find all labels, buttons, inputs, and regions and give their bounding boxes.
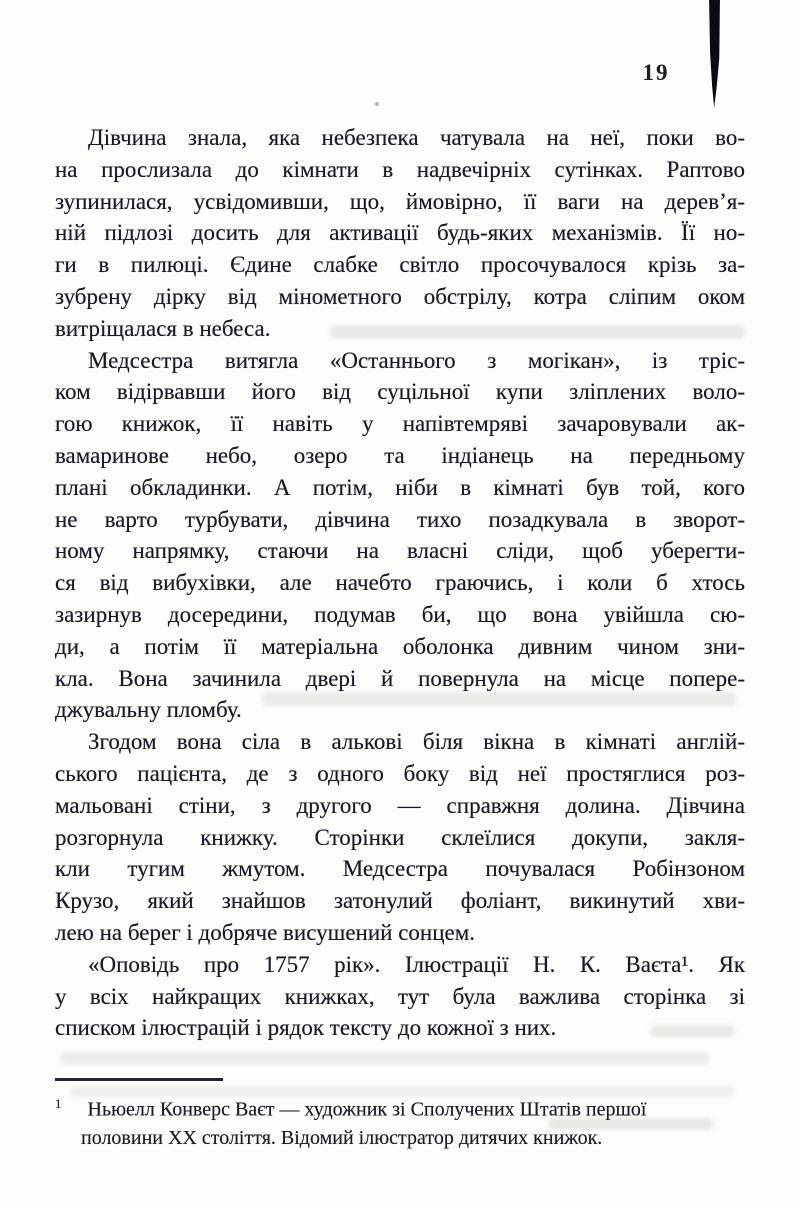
footnote-marker: 1 [55, 1096, 62, 1111]
text-line: Згодом вона сіла в алькові біля вікна в кімнаті англій- [88, 729, 745, 755]
footnote-line: половини ХХ століття. Відомий ілюстратор дитячих книжок. [81, 1127, 603, 1150]
paragraph-1 [55, 122, 745, 345]
text-line: мальовані стіни, з другого — справжня долина. Дівчина [55, 792, 745, 818]
page-body [55, 122, 745, 1044]
text-line: на прослизала до кімнати в надвечірніх сутінках. Раптово [55, 156, 745, 182]
text-line: розгорнула книжку. Сторінки склеїлися докупи, закля- [55, 824, 745, 850]
text-line: ному напрямку, стаючи на власні сліди, щоб уберегти- [55, 538, 745, 564]
footnote [55, 1090, 707, 1153]
binding-shadow-artifact [706, 0, 723, 108]
text-line: плані обкладинки. А потім, ніби в кімнаті був той, кого [55, 474, 745, 500]
text-line: Дівчина знала, яка небезпека чатувала на неї, поки во- [88, 125, 745, 150]
text-line: джувальну пломбу. [55, 697, 242, 723]
footnote-divider [55, 1078, 223, 1081]
text-line: ній підлозі досить для активації будь-яких механізмів. Її но- [55, 220, 745, 246]
text-line: Медсестра витягла «Останнього з могікан», із тріс- [88, 347, 745, 373]
text-line: списком ілюстрацій і рядок тексту до кожної з них. [55, 1015, 557, 1041]
text-line: гою книжок, її навіть у напівтемряві зачаровували ак- [55, 411, 745, 437]
text-line: ком відірвавши його від суцільної купи зліплених воло- [55, 379, 745, 405]
footnote-line [55, 1090, 707, 1124]
text-line: не варто турбувати, дівчина тихо позадкувала в зворот- [55, 506, 745, 532]
footnote-text: Ньюелл Конверс Ваєт — художник зі Сполучених Штатів першої [87, 1098, 647, 1121]
text-line: ся від вибухівки, але начебто граючись, і коли б хтось [55, 570, 745, 596]
paragraph-4 [55, 949, 745, 1044]
text-line: у всіх найкращих книжках, тут була важлива сторінка зі [55, 983, 745, 1009]
paragraph-3 [55, 726, 745, 949]
text-line: лею на берег і добряче висушений сонцем. [55, 919, 476, 945]
text-line: кла. Вона зачинила двері й повернула на місце попере- [55, 665, 745, 691]
text-line: ги в пилюці. Єдине слабке світло просочувалося крізь за- [55, 252, 745, 278]
text-line: «Оповідь про 1757 рік». Ілюстрації Н. К. Ваєта¹. Як [88, 951, 745, 977]
text-line: зупинилася, усвідомивши, що, ймовірно, її ваги на дерев’я- [55, 188, 745, 214]
text-line: зубрену дірку від мінометного обстрілу, котра сліпим оком [55, 283, 745, 309]
text-line: зазирнув досередини, подумав би, що вона увійшла сю- [55, 601, 745, 627]
text-line: витріщалася в небеса. [55, 315, 271, 341]
text-line: кли тугим жмутом. Медсестра почувалася Робінзоном [55, 856, 745, 882]
paragraph-2 [55, 345, 745, 727]
page-number: 19 [642, 60, 670, 85]
text-line: Крузо, який знайшов затонулий фоліант, викинутий хви- [55, 888, 745, 914]
scan-speck-artifact [375, 102, 379, 106]
text-line: ського пацієнта, де з одного боку від неї простяглися роз- [55, 760, 745, 786]
text-line: вамаринове небо, озеро та індіанець на передньому [55, 442, 745, 468]
bleed-through-artifact [60, 1052, 710, 1065]
text-line: ди, а потім її матеріальна оболонка дивним чином зни- [55, 633, 745, 659]
